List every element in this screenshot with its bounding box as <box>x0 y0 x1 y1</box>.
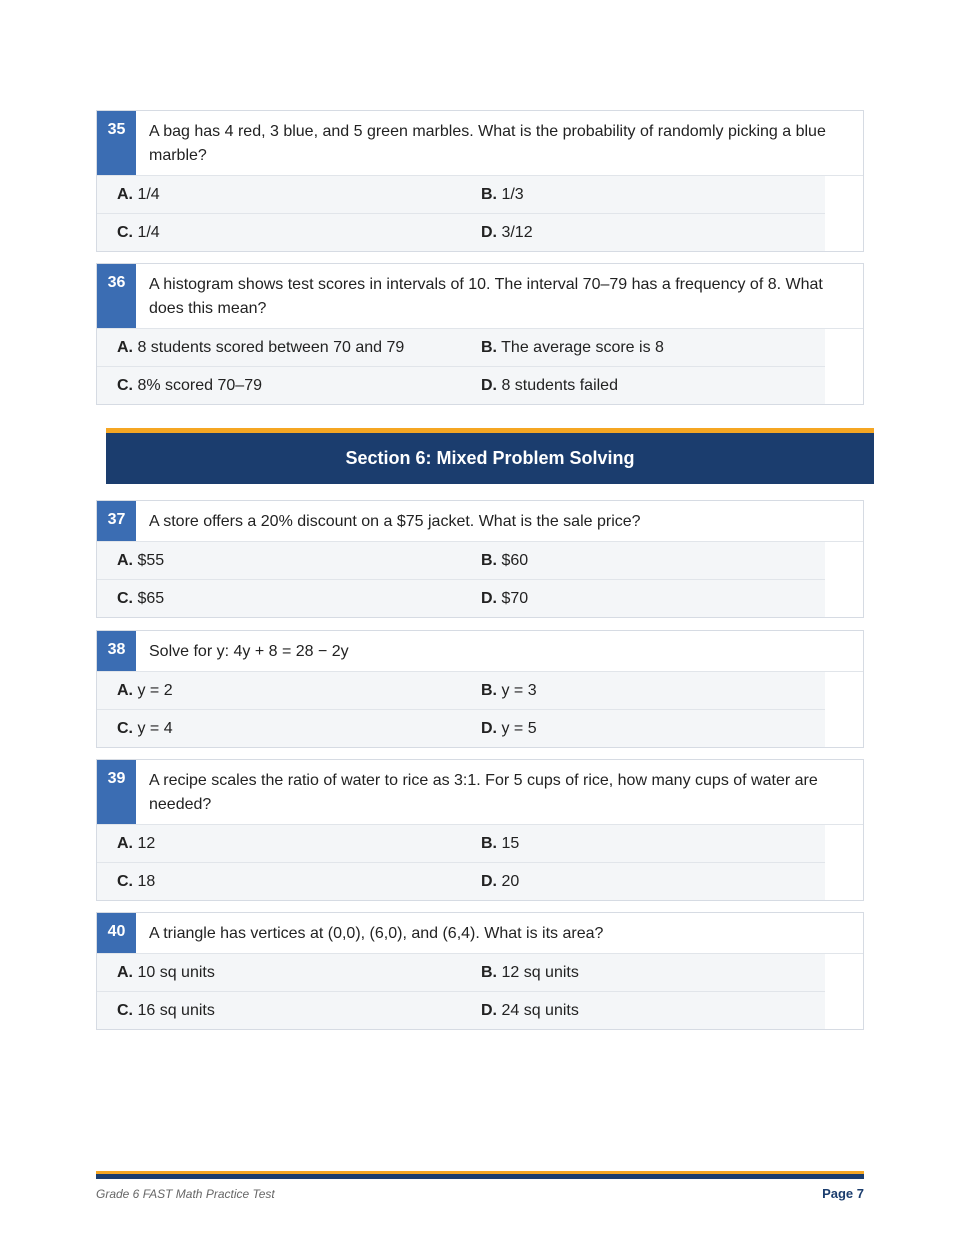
option-letter: A. <box>117 339 133 356</box>
option-text: 12 <box>137 835 156 852</box>
answer-options <box>97 672 825 747</box>
question-card <box>96 500 864 618</box>
option-letter: D. <box>481 377 497 394</box>
option-text: 10 sq units <box>137 964 215 981</box>
question-text: A bag has 4 red, 3 blue, and 5 green marbles. What is the probability of randomly picking a blue marble? <box>149 123 826 164</box>
option-letter: A. <box>117 835 133 852</box>
option-b[interactable] <box>461 542 825 579</box>
option-letter: B. <box>481 186 497 203</box>
answer-options <box>97 176 825 251</box>
question-number: 40 <box>97 913 136 953</box>
option-row <box>97 709 825 747</box>
question-text: Solve for y: 4y + 8 = 28 − 2y <box>149 643 349 660</box>
question-card <box>96 110 864 252</box>
option-text: 1/3 <box>501 186 524 203</box>
option-a[interactable] <box>97 825 461 862</box>
question-card <box>96 630 864 748</box>
option-letter: D. <box>481 224 497 241</box>
option-d[interactable] <box>461 214 825 251</box>
page-number: Page 7 <box>822 1186 864 1201</box>
option-row <box>97 213 825 251</box>
footer-divider <box>96 1171 864 1179</box>
option-letter: B. <box>481 964 497 981</box>
option-text: 1/4 <box>137 186 160 203</box>
question-text: A triangle has vertices at (0,0), (6,0), and (6,4). What is its area? <box>149 925 604 942</box>
answer-options <box>97 542 825 617</box>
question-number: 39 <box>97 760 136 824</box>
option-b[interactable] <box>461 672 825 709</box>
option-d[interactable] <box>461 863 825 900</box>
option-text: 8 students failed <box>501 377 618 394</box>
question-card <box>96 263 864 405</box>
question-card <box>96 759 864 901</box>
option-text: 15 <box>501 835 520 852</box>
option-text: 1/4 <box>137 224 160 241</box>
option-letter: B. <box>481 835 497 852</box>
option-row <box>97 542 825 579</box>
question-header <box>97 501 863 542</box>
option-text: 3/12 <box>501 224 533 241</box>
question-number: 36 <box>97 264 136 328</box>
option-a[interactable] <box>97 542 461 579</box>
option-text: y = 4 <box>137 720 173 737</box>
option-row <box>97 176 825 213</box>
section-header: Section 6: Mixed Problem Solving <box>106 428 874 484</box>
option-row <box>97 329 825 366</box>
option-d[interactable] <box>461 710 825 747</box>
option-text: y = 3 <box>501 682 537 699</box>
option-text: 20 <box>501 873 520 890</box>
option-letter: B. <box>481 339 497 356</box>
option-row <box>97 579 825 617</box>
question-text: A recipe scales the ratio of water to rice as 3:1. For 5 cups of rice, how many cups of water are needed? <box>149 772 818 813</box>
option-d[interactable] <box>461 367 825 404</box>
question-card <box>96 912 864 1030</box>
option-text: 12 sq units <box>501 964 579 981</box>
footer-title: Grade 6 FAST Math Practice Test <box>96 1187 275 1201</box>
option-c[interactable] <box>97 992 461 1029</box>
option-row <box>97 825 825 862</box>
option-row <box>97 862 825 900</box>
option-text: y = 5 <box>501 720 537 737</box>
answer-options <box>97 329 825 404</box>
question-number: 35 <box>97 111 136 175</box>
option-c[interactable] <box>97 580 461 617</box>
option-letter: D. <box>481 720 497 737</box>
option-row <box>97 954 825 991</box>
option-letter: C. <box>117 224 133 241</box>
option-a[interactable] <box>97 176 461 213</box>
option-a[interactable] <box>97 954 461 991</box>
option-b[interactable] <box>461 329 825 366</box>
option-a[interactable] <box>97 672 461 709</box>
option-a[interactable] <box>97 329 461 366</box>
option-text: $55 <box>137 552 165 569</box>
option-letter: C. <box>117 590 133 607</box>
option-letter: B. <box>481 552 497 569</box>
option-letter: A. <box>117 552 133 569</box>
option-b[interactable] <box>461 825 825 862</box>
option-text: $60 <box>501 552 529 569</box>
question-header <box>97 913 863 954</box>
option-text: 16 sq units <box>137 1002 215 1019</box>
option-text: 8 students scored between 70 and 79 <box>137 339 405 356</box>
option-text: 24 sq units <box>501 1002 579 1019</box>
option-text: $65 <box>137 590 165 607</box>
option-text: 18 <box>137 873 156 890</box>
question-header <box>97 631 863 672</box>
option-letter: D. <box>481 1002 497 1019</box>
option-row <box>97 672 825 709</box>
option-letter: A. <box>117 964 133 981</box>
answer-options <box>97 954 825 1029</box>
option-d[interactable] <box>461 992 825 1029</box>
option-letter: C. <box>117 377 133 394</box>
option-letter: B. <box>481 682 497 699</box>
option-row <box>97 366 825 404</box>
option-letter: D. <box>481 873 497 890</box>
question-number: 38 <box>97 631 136 671</box>
option-letter: A. <box>117 186 133 203</box>
question-number: 37 <box>97 501 136 541</box>
question-text: A store offers a 20% discount on a $75 jacket. What is the sale price? <box>149 513 641 530</box>
option-row <box>97 991 825 1029</box>
option-text: y = 2 <box>137 682 173 699</box>
option-letter: C. <box>117 873 133 890</box>
option-c[interactable] <box>97 863 461 900</box>
option-letter: D. <box>481 590 497 607</box>
option-b[interactable] <box>461 954 825 991</box>
option-d[interactable] <box>461 580 825 617</box>
option-text: $70 <box>501 590 529 607</box>
question-header <box>97 760 863 825</box>
option-letter: A. <box>117 682 133 699</box>
option-c[interactable] <box>97 214 461 251</box>
answer-options <box>97 825 825 900</box>
question-header <box>97 264 863 329</box>
option-b[interactable] <box>461 176 825 213</box>
question-text: A histogram shows test scores in intervals of 10. The interval 70–79 has a frequency of 8. What does this mean? <box>149 276 823 317</box>
option-c[interactable] <box>97 710 461 747</box>
option-letter: C. <box>117 1002 133 1019</box>
option-text: 8% scored 70–79 <box>137 377 262 394</box>
question-header <box>97 111 863 176</box>
option-text: The average score is 8 <box>501 339 664 356</box>
option-c[interactable] <box>97 367 461 404</box>
option-letter: C. <box>117 720 133 737</box>
